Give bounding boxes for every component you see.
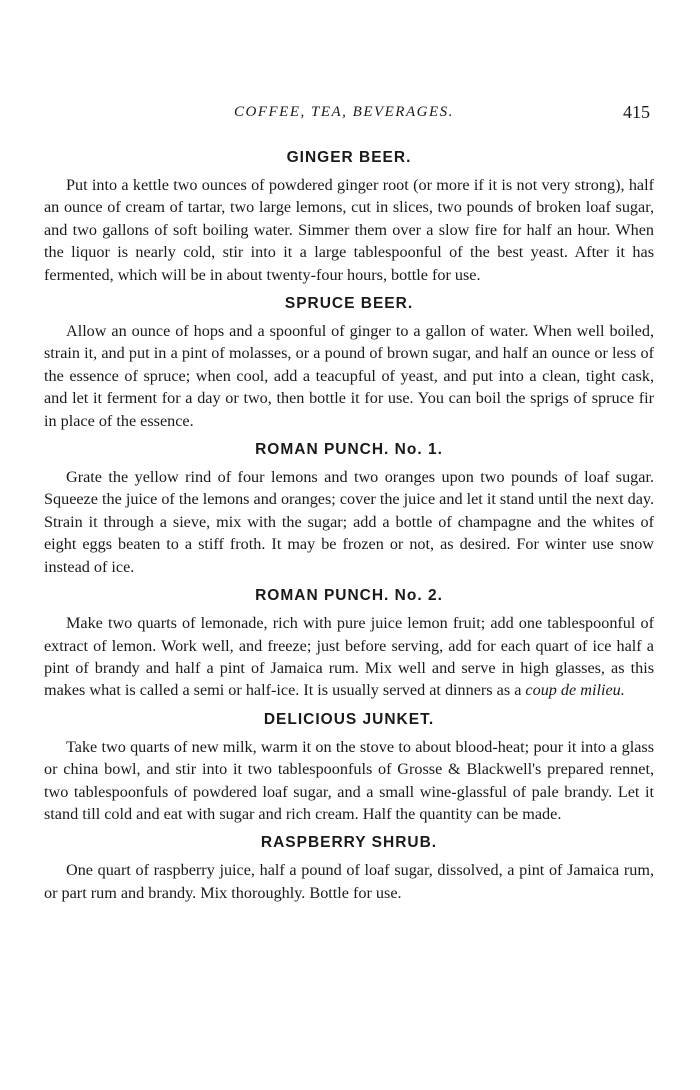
recipe-text: Take two quarts of new milk, warm it on the stove to about blood-heat; pour it into a glass or china bowl, and stir into it two tablespoonfuls of Grosse & Blackwell's prepared rennet, two tablespoonfuls of powdered loaf sugar, and a small wine-glassful of pale brandy. Let it stand till cold and eat with sugar and rich cream. Half the quantity can be made. [44, 737, 654, 823]
recipe-text: One quart of raspberry juice, half a pound of loaf sugar, dissolved, a pint of Jamaica rum, or part rum and brandy. Mix thoroughly. Bottle for use. [44, 861, 654, 902]
recipe-roman-punch-1 [44, 440, 654, 578]
recipe-text: Grate the yellow rind of four lemons and two oranges upon two pounds of loaf sugar. Squeeze the juice of the lemons and oranges; cover the juice and let it stand until the next day. Strain it through a sieve, mix with the sugar; add a bottle of champagne and the whites of eight eggs beaten to a stiff froth. It may be frozen or not, as desired. For winter use snow instead of ice. [44, 468, 654, 576]
recipe-raspberry-shrub [44, 833, 654, 904]
recipe-roman-punch-2 [44, 586, 654, 702]
recipe-title: GINGER BEER. [286, 149, 412, 166]
recipe-spruce-beer [44, 294, 654, 432]
recipe-text: Make two quarts of lemonade, rich with pure juice lemon fruit; add one tablespoonful of extract of lemon. Work well, and freeze; just before serving, add for each quart of ice half a pint of brandy and half a pint of Jamaica rum. Mix well and serve in high glasses, as this makes what is called a semi or half-ice. It is usually served at dinners as a [44, 614, 654, 700]
recipe-text-italic: coup de milieu. [525, 681, 625, 700]
recipe-delicious-junket [44, 710, 654, 826]
recipe-ginger-beer [44, 148, 654, 286]
running-title: COFFEE, TEA, BEVERAGES. [234, 104, 454, 120]
recipe-title: DELICIOUS JUNKET. [263, 710, 435, 728]
recipe-title: SPRUCE BEER. [284, 295, 414, 313]
recipe-title: ROMAN PUNCH. No. 2. [255, 587, 443, 605]
recipe-text-block [44, 612, 654, 702]
recipe-text: Allow an ounce of hops and a spoonful of ginger to a gallon of water. When well boiled, strain it, and put in a pint of molasses, or a pound of brown sugar, and half an ounce or less of the essence of spruce; when cool, add a teacupful of yeast, and put into a clean, tight cask, and let it ferment for a day or two, then bottle it for use. You can boil the sprigs of spruce fir in place of the essence. [44, 322, 654, 430]
page-number: 415 [623, 102, 650, 122]
running-head [44, 104, 654, 128]
recipe-title: ROMAN PUNCH. No. 1. [255, 441, 443, 459]
recipe-text: Put into a kettle two ounces of powdered ginger root (or more if it is not very strong), half an ounce of cream of tartar, two large lemons, cut in slices, two pounds of broken loaf sugar, and two gallons of soft boiling water. Simmer them over a slow fire for half an hour. When the liquor is nearly cold, stir into it a large tablespoonful of the best yeast. After it has fermented, which will be in about twenty-four hours, bottle for use. [44, 176, 654, 284]
page-content [44, 148, 654, 912]
recipe-title: RASPBERRY SHRUB. [260, 834, 438, 852]
